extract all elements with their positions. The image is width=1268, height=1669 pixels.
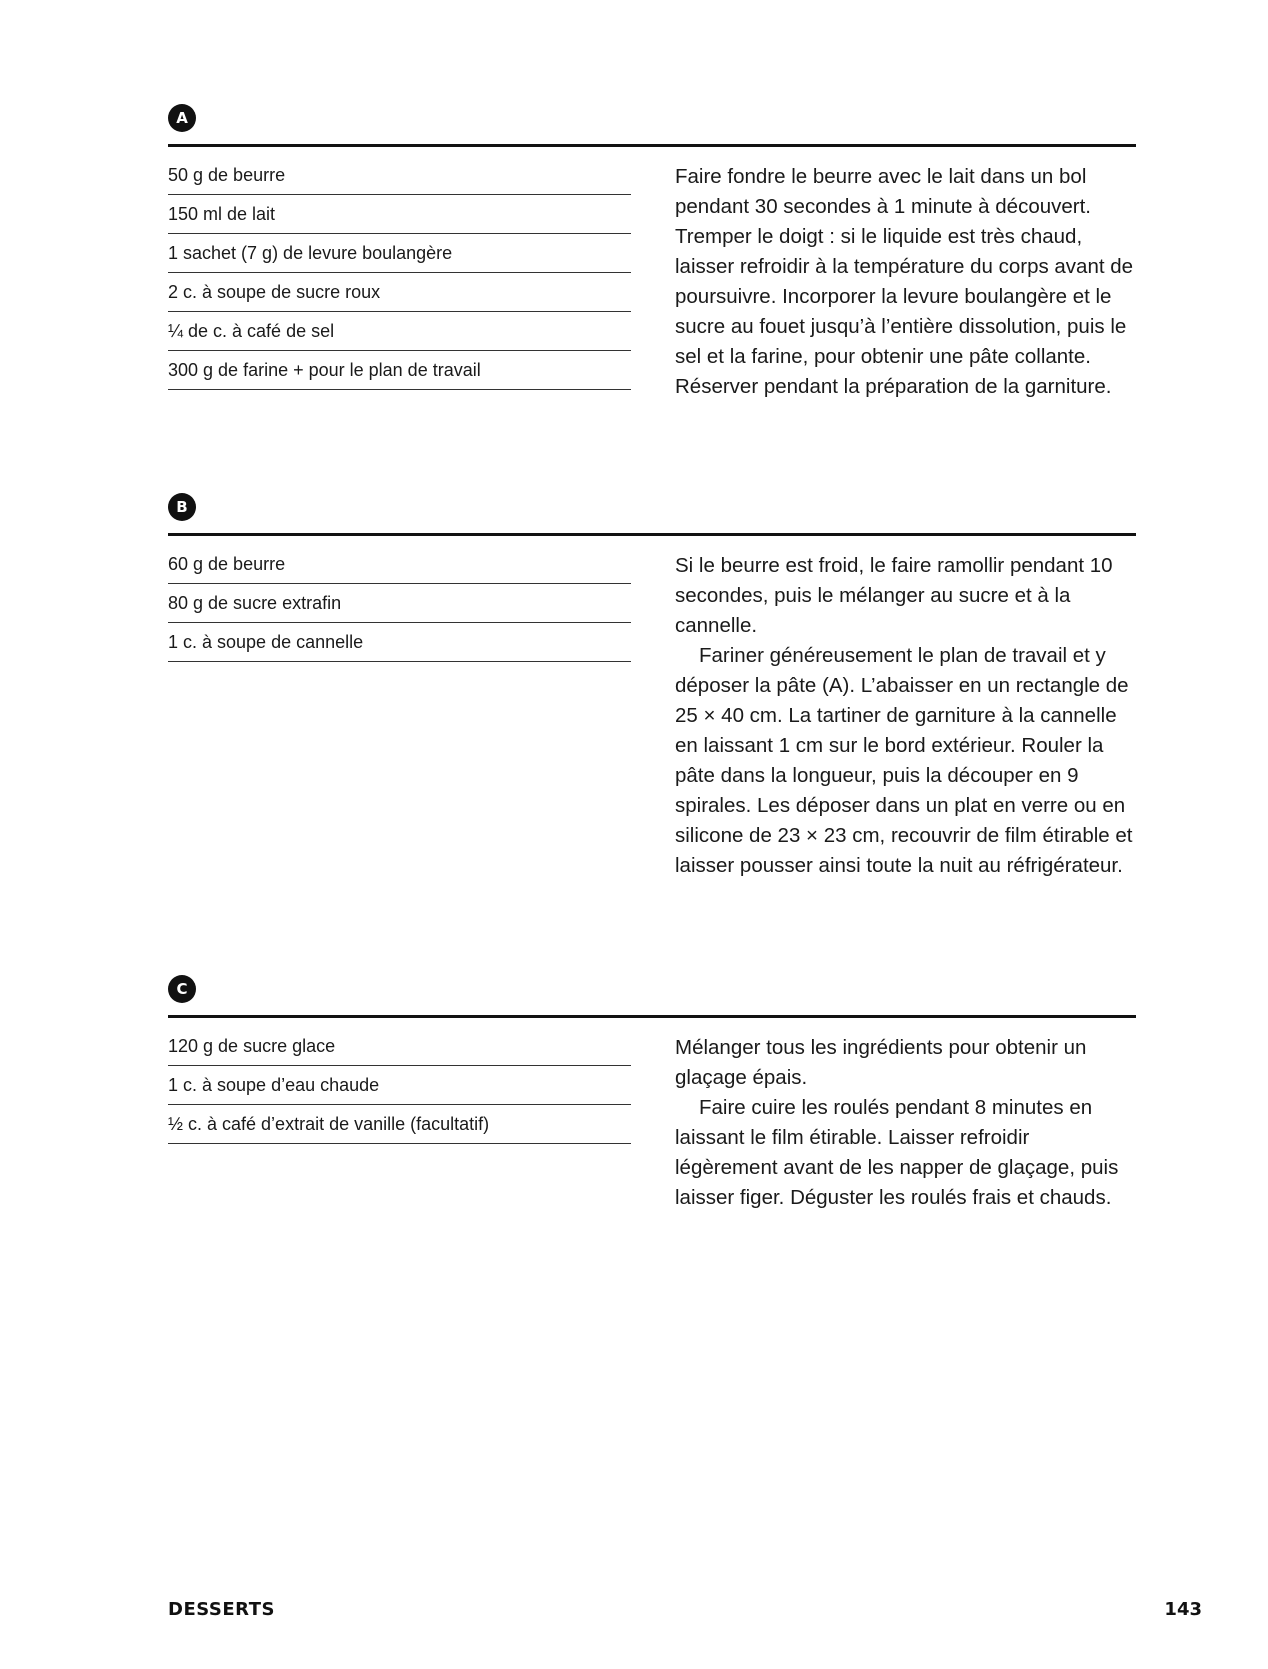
ingredient-item: 1 c. à soupe de cannelle [168, 623, 631, 662]
ingredient-item: 60 g de beurre [168, 545, 631, 584]
page-number: 143 [1164, 1599, 1202, 1620]
ingredient-list [168, 156, 631, 390]
instructions [675, 551, 1137, 881]
ingredient-item: 120 g de sucre glace [168, 1027, 631, 1066]
ingredient-item: 1 c. à soupe d’eau chaude [168, 1066, 631, 1105]
ingredient-item: 2 c. à soupe de sucre roux [168, 273, 631, 312]
step-badge-a: A [168, 104, 196, 132]
ingredient-item: ¼ de c. à café de sel [168, 312, 631, 351]
instruction-paragraph: Si le beurre est froid, le faire ramollir pendant 10 secondes, puis le mélanger au sucre et à la cannelle. [675, 554, 1113, 637]
ingredient-item: 50 g de beurre [168, 156, 631, 195]
instructions [675, 162, 1137, 402]
ingredient-item: 1 sachet (7 g) de levure boulangère [168, 234, 631, 273]
running-footer-section: DESSERTS [168, 1599, 275, 1620]
instruction-paragraph: Mélanger tous les ingrédients pour obtenir un glaçage épais. [675, 1036, 1087, 1089]
instruction-paragraph: Faire fondre le beurre avec le lait dans un bol pendant 30 secondes à 1 minute à découvert. Tremper le doigt : si le liquide est très chaud, laisser refroidir à la température du corps avant de poursuivre. Incorporer la levure boulangère et le sucre au fouet jusqu’à l’entière dissolution, puis le sel et la farine, pour obtenir une pâte collante. Réserver pendant la préparation de la garniture. [675, 165, 1134, 398]
instructions [675, 1033, 1137, 1213]
ingredient-item: 150 ml de lait [168, 195, 631, 234]
ingredient-list [168, 545, 631, 662]
instruction-paragraph: Fariner généreusement le plan de travail et y déposer la pâte (A). L’abaisser en un rectangle de 25 × 40 cm. La tartiner de garniture à la cannelle en laissant 1 cm sur le bord extérieur. Rouler la pâte dans la longueur, puis la découper en 9 spirales. Les déposer dans un plat en verre ou en silicone de 23 × 23 cm, recouvrir de film étirable et laisser pousser ainsi toute la nuit au réfrigérateur. [675, 644, 1133, 877]
step-badge-c: C [168, 975, 196, 1003]
section-rule [168, 144, 1136, 147]
ingredient-list [168, 1027, 631, 1144]
section-rule [168, 1015, 1136, 1018]
ingredient-item: 80 g de sucre extrafin [168, 584, 631, 623]
ingredient-item: ½ c. à café d’extrait de vanille (facultatif) [168, 1105, 631, 1144]
step-badge-b: B [168, 493, 196, 521]
section-rule [168, 533, 1136, 536]
ingredient-item: 300 g de farine + pour le plan de travail [168, 351, 631, 390]
instruction-paragraph: Faire cuire les roulés pendant 8 minutes en laissant le film étirable. Laisser refroidir légèrement avant de les napper de glaçage, puis laisser figer. Déguster les roulés frais et chauds. [675, 1096, 1119, 1209]
